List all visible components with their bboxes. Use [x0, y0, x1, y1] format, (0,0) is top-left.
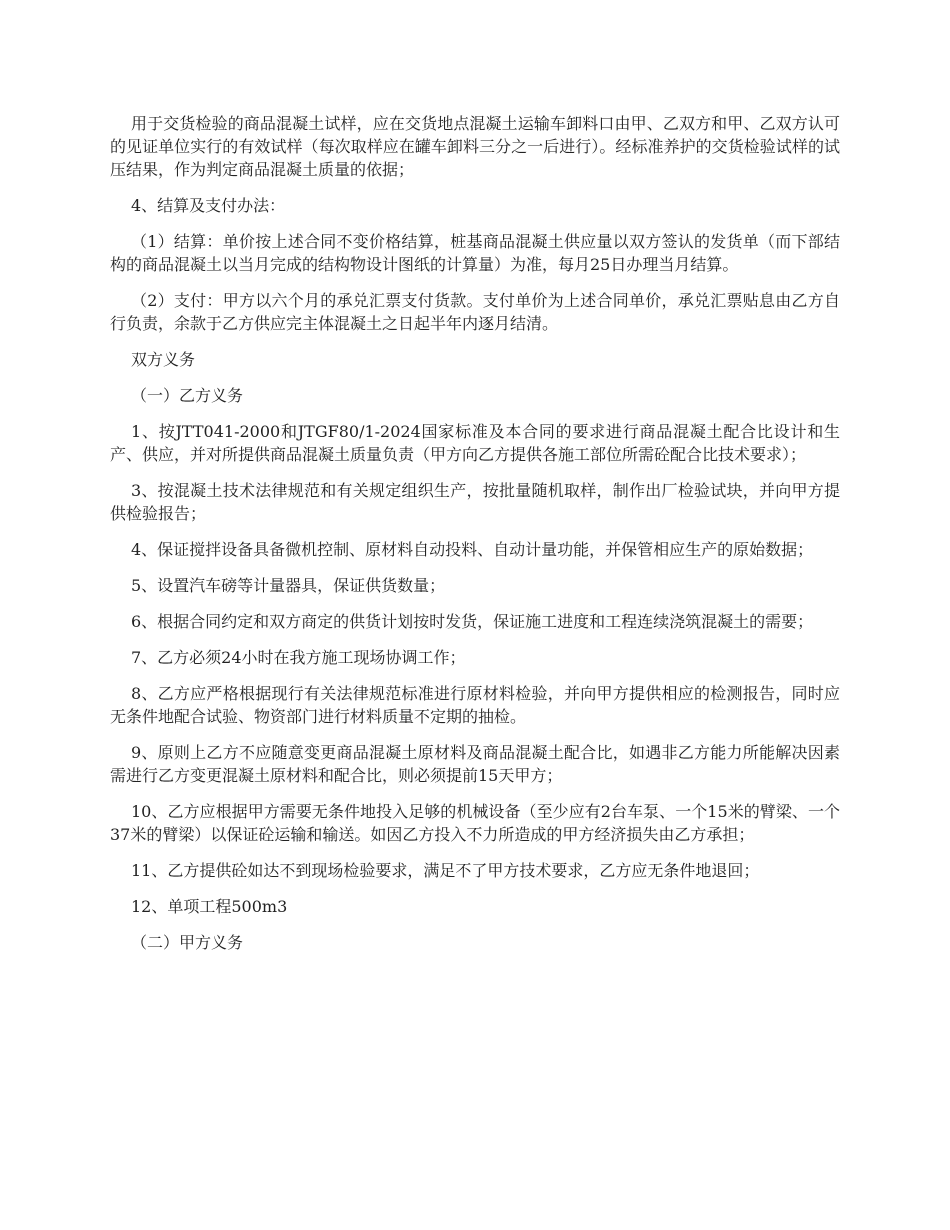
list-item: 7、乙方必须24小时在我方施工现场协调工作；: [131, 648, 466, 667]
list-item: 4、保证搅拌设备具备微机控制、原材料自动投料、自动计量功能，并保管相应生产的原始数据；: [131, 540, 814, 559]
list-item: 8、乙方应严格根据现行有关法律规范标准进行原材料检验，并向甲方提供相应的检测报告，同时应无条件地配合试验、物资部门进行材料质量不定期的抽检。: [110, 684, 840, 726]
list-item: 6、根据合同约定和双方商定的供货计划按时发货，保证施工进度和工程连续浇筑混凝土的需要；: [131, 612, 814, 631]
paragraph-sample-inspection: 用于交货检验的商品混凝土试样，应在交货地点混凝土运输车卸料口由甲、乙双方和甲、乙双方认可的见证单位实行的有效试样（每次取样应在罐车卸料三分之一后进行）。经标准养护的交货检验试样的试压结果，作为判定商品混凝土质量的依据；: [110, 114, 840, 179]
document-page: [110, 112, 840, 967]
list-item: 3、按混凝土技术法律规范和有关规定组织生产，按批量随机取样，制作出厂检验试块，并向甲方提供检验报告；: [110, 481, 840, 523]
section-heading-party-b-obligations: （一）乙方义务: [131, 386, 244, 405]
section-heading-mutual-obligations: 双方义务: [131, 350, 196, 369]
paragraph-payment: （2）支付：甲方以六个月的承兑汇票支付货款。支付单价为上述合同单价，承兑汇票贴息由乙方自行负责，余款于乙方供应完主体混凝土之日起半年内逐月结清。: [110, 291, 840, 333]
section-heading-party-a-obligations: （二）甲方义务: [131, 933, 244, 952]
list-item: 12、单项工程500m3: [131, 897, 288, 916]
paragraph-settlement: （1）结算：单价按上述合同不变价格结算，桩基商品混凝土供应量以双方签认的发货单（而下部结构的商品混凝土以当月完成的结构物设计图纸的计算量）为准，每月25日办理当月结算。: [110, 232, 840, 274]
list-item: 11、乙方提供砼如达不到现场检验要求，满足不了甲方技术要求，乙方应无条件地退回；: [131, 861, 760, 880]
paragraph-settlement-heading: 4、结算及支付办法：: [131, 196, 286, 215]
list-item: 9、原则上乙方不应随意变更商品混凝土原材料及商品混凝土配合比，如遇非乙方能力所能解决因素需进行乙方变更混凝土原材料和配合比，则必须提前15天甲方；: [110, 743, 840, 785]
list-item: 1、按JTT041-2000和JTGF80/1-2024国家标准及本合同的要求进行商品混凝土配合比设计和生产、供应，并对所提供商品混凝土质量负责（甲方向乙方提供各施工部位所需砼配合比技术要求）；: [110, 422, 840, 464]
list-item: 10、乙方应根据甲方需要无条件地投入足够的机械设备（至少应有2台车泵、一个15米的臂梁、一个37米的臂梁）以保证砼运输和输送。如因乙方投入不力所造成的甲方经济损失由乙方承担；: [110, 802, 840, 844]
list-item: 5、设置汽车磅等计量器具，保证供货数量；: [131, 576, 446, 595]
